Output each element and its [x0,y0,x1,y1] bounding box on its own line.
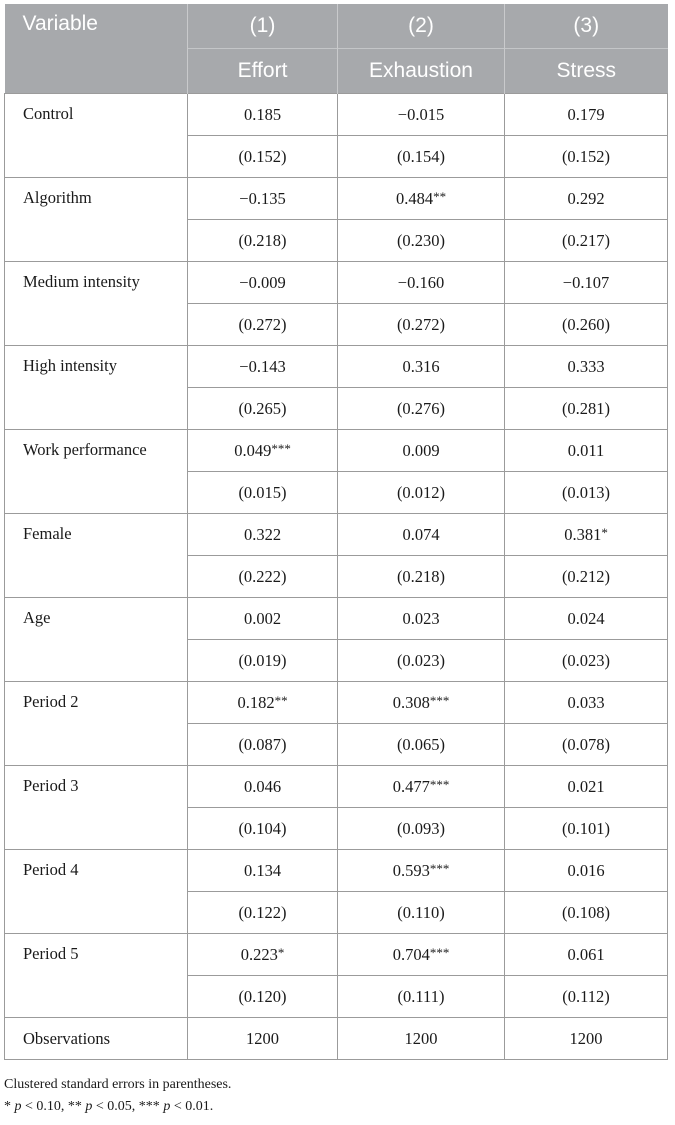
significance-stars: *** [429,860,450,876]
table-body [5,94,668,1060]
std-error-cell: (0.023) [338,640,505,682]
row-label: Period 2 [5,682,188,766]
regression-table-container [4,4,667,1060]
table-row-observations [5,1018,668,1060]
coef-cell [505,598,668,640]
std-error-cell: (0.108) [505,892,668,934]
coef-value: 0.477 [392,776,430,796]
observations-cell: 1200 [338,1018,505,1060]
table-row-coef [5,598,668,640]
coef-cell [505,934,668,976]
header-col-3-number: (3) [505,4,668,49]
table-row-coef [5,430,668,472]
coef-value: 0.134 [243,860,282,880]
coef-cell [338,94,505,136]
coef-cell [505,682,668,724]
table-row-coef [5,682,668,724]
std-error-cell: (0.281) [505,388,668,430]
observations-cell: 1200 [505,1018,668,1060]
table-row-coef [5,850,668,892]
significance-stars: ** [433,188,447,204]
coef-cell [188,598,338,640]
coef-value: 0.308 [392,692,430,712]
std-error-cell: (0.152) [505,136,668,178]
std-error-cell: (0.218) [338,556,505,598]
coef-cell [338,430,505,472]
coef-cell [505,262,668,304]
coef-cell [338,346,505,388]
row-label: Period 3 [5,766,188,850]
significance-stars: * [277,944,285,960]
row-label: Algorithm [5,178,188,262]
coef-value: −0.107 [562,272,610,292]
coef-value: 0.593 [392,860,430,880]
coef-cell [188,178,338,220]
std-error-cell: (0.152) [188,136,338,178]
std-error-cell: (0.019) [188,640,338,682]
table-row-coef [5,262,668,304]
significance-stars: *** [271,440,291,456]
std-error-cell: (0.272) [338,304,505,346]
coef-cell [505,430,668,472]
significance-stars: * [601,524,608,540]
coef-cell [338,850,505,892]
std-error-cell: (0.111) [338,976,505,1018]
table-notes [4,1074,231,1118]
header-col-1-name: Effort [188,49,338,94]
coef-cell [188,346,338,388]
std-error-cell: (0.093) [338,808,505,850]
row-label: Observations [5,1018,188,1060]
header-col-2-number: (2) [338,4,505,49]
coef-value: 0.011 [567,440,605,460]
table-row-coef [5,514,668,556]
std-error-cell: (0.260) [505,304,668,346]
coef-value: −0.160 [397,272,445,292]
coef-value: 0.182 [237,692,275,712]
coef-cell [188,682,338,724]
std-error-cell: (0.265) [188,388,338,430]
coef-value: 0.704 [392,944,430,964]
std-error-cell: (0.122) [188,892,338,934]
coef-cell [338,934,505,976]
coef-value: 0.023 [402,608,440,628]
coef-value: −0.015 [397,104,445,124]
coef-value: 0.381 [564,524,602,544]
row-label: Period 5 [5,934,188,1018]
row-label: Age [5,598,188,682]
table-row-coef [5,94,668,136]
row-label: Control [5,94,188,178]
std-error-cell: (0.120) [188,976,338,1018]
coef-value: −0.135 [239,188,286,208]
coef-value: 0.292 [567,188,605,208]
significance-stars: *** [429,692,450,708]
std-error-cell: (0.065) [338,724,505,766]
coef-cell [338,682,505,724]
std-error-cell: (0.217) [505,220,668,262]
std-error-cell: (0.110) [338,892,505,934]
std-error-cell: (0.230) [338,220,505,262]
row-label: Medium intensity [5,262,188,346]
table-row-coef [5,934,668,976]
row-label: Work performance [5,430,188,514]
coef-cell [188,850,338,892]
observations-cell: 1200 [188,1018,338,1060]
header-variable: Variable [5,4,188,94]
significance-stars: *** [429,944,450,960]
std-error-cell: (0.104) [188,808,338,850]
std-error-cell: (0.015) [188,472,338,514]
std-error-cell: (0.023) [505,640,668,682]
std-error-cell: (0.276) [338,388,505,430]
note-significance: * p < 0.10, ** p < 0.05, *** p < 0.01. [4,1099,214,1114]
coef-value: 0.033 [567,692,605,712]
coef-cell [338,598,505,640]
coef-value: 0.223 [240,944,278,964]
coef-value: 0.024 [567,608,605,628]
std-error-cell: (0.078) [505,724,668,766]
header-col-3-name: Stress [505,49,668,94]
header-col-2-name: Exhaustion [338,49,505,94]
row-label: High intensity [5,346,188,430]
std-error-cell: (0.101) [505,808,668,850]
table-row-coef [5,178,668,220]
coef-value: 0.333 [567,356,605,376]
coef-cell [338,262,505,304]
coef-cell [188,766,338,808]
coef-value: 0.009 [402,440,440,460]
significance-stars: *** [429,776,450,792]
coef-cell [505,766,668,808]
coef-value: 0.046 [243,776,282,796]
std-error-cell: (0.222) [188,556,338,598]
coef-cell [188,934,338,976]
coef-cell [505,346,668,388]
std-error-cell: (0.013) [505,472,668,514]
significance-stars: ** [274,692,288,708]
std-error-cell: (0.218) [188,220,338,262]
coef-value: 0.185 [243,104,282,124]
header-col-1-number: (1) [188,4,338,49]
coef-value: 0.049 [234,440,272,460]
coef-value: 0.316 [402,356,440,376]
std-error-cell: (0.154) [338,136,505,178]
coef-cell [188,262,338,304]
coef-cell [188,430,338,472]
coef-value: −0.009 [239,272,286,292]
coef-cell [188,94,338,136]
coef-value: 0.061 [567,944,605,964]
std-error-cell: (0.212) [505,556,668,598]
coef-cell [505,514,668,556]
coef-value: 0.484 [395,188,434,208]
coef-cell [505,178,668,220]
std-error-cell: (0.272) [188,304,338,346]
coef-value: 0.016 [567,860,605,880]
coef-cell [505,850,668,892]
std-error-cell: (0.112) [505,976,668,1018]
row-label: Period 4 [5,850,188,934]
std-error-cell: (0.012) [338,472,505,514]
coef-value: 0.021 [567,776,605,796]
coef-cell [338,514,505,556]
coef-value: 0.074 [402,524,440,544]
row-label: Female [5,514,188,598]
coef-cell [188,514,338,556]
table-row-coef [5,766,668,808]
regression-table [4,4,668,1060]
std-error-cell: (0.087) [188,724,338,766]
coef-cell [338,766,505,808]
coef-cell [338,178,505,220]
coef-cell [505,94,668,136]
coef-value: −0.143 [239,356,286,376]
coef-value: 0.002 [243,608,282,628]
table-header [5,4,668,94]
note-clustered-se: Clustered standard errors in parentheses. [4,1077,232,1092]
coef-value: 0.322 [243,524,282,544]
coef-value: 0.179 [567,104,605,124]
table-row-coef [5,346,668,388]
